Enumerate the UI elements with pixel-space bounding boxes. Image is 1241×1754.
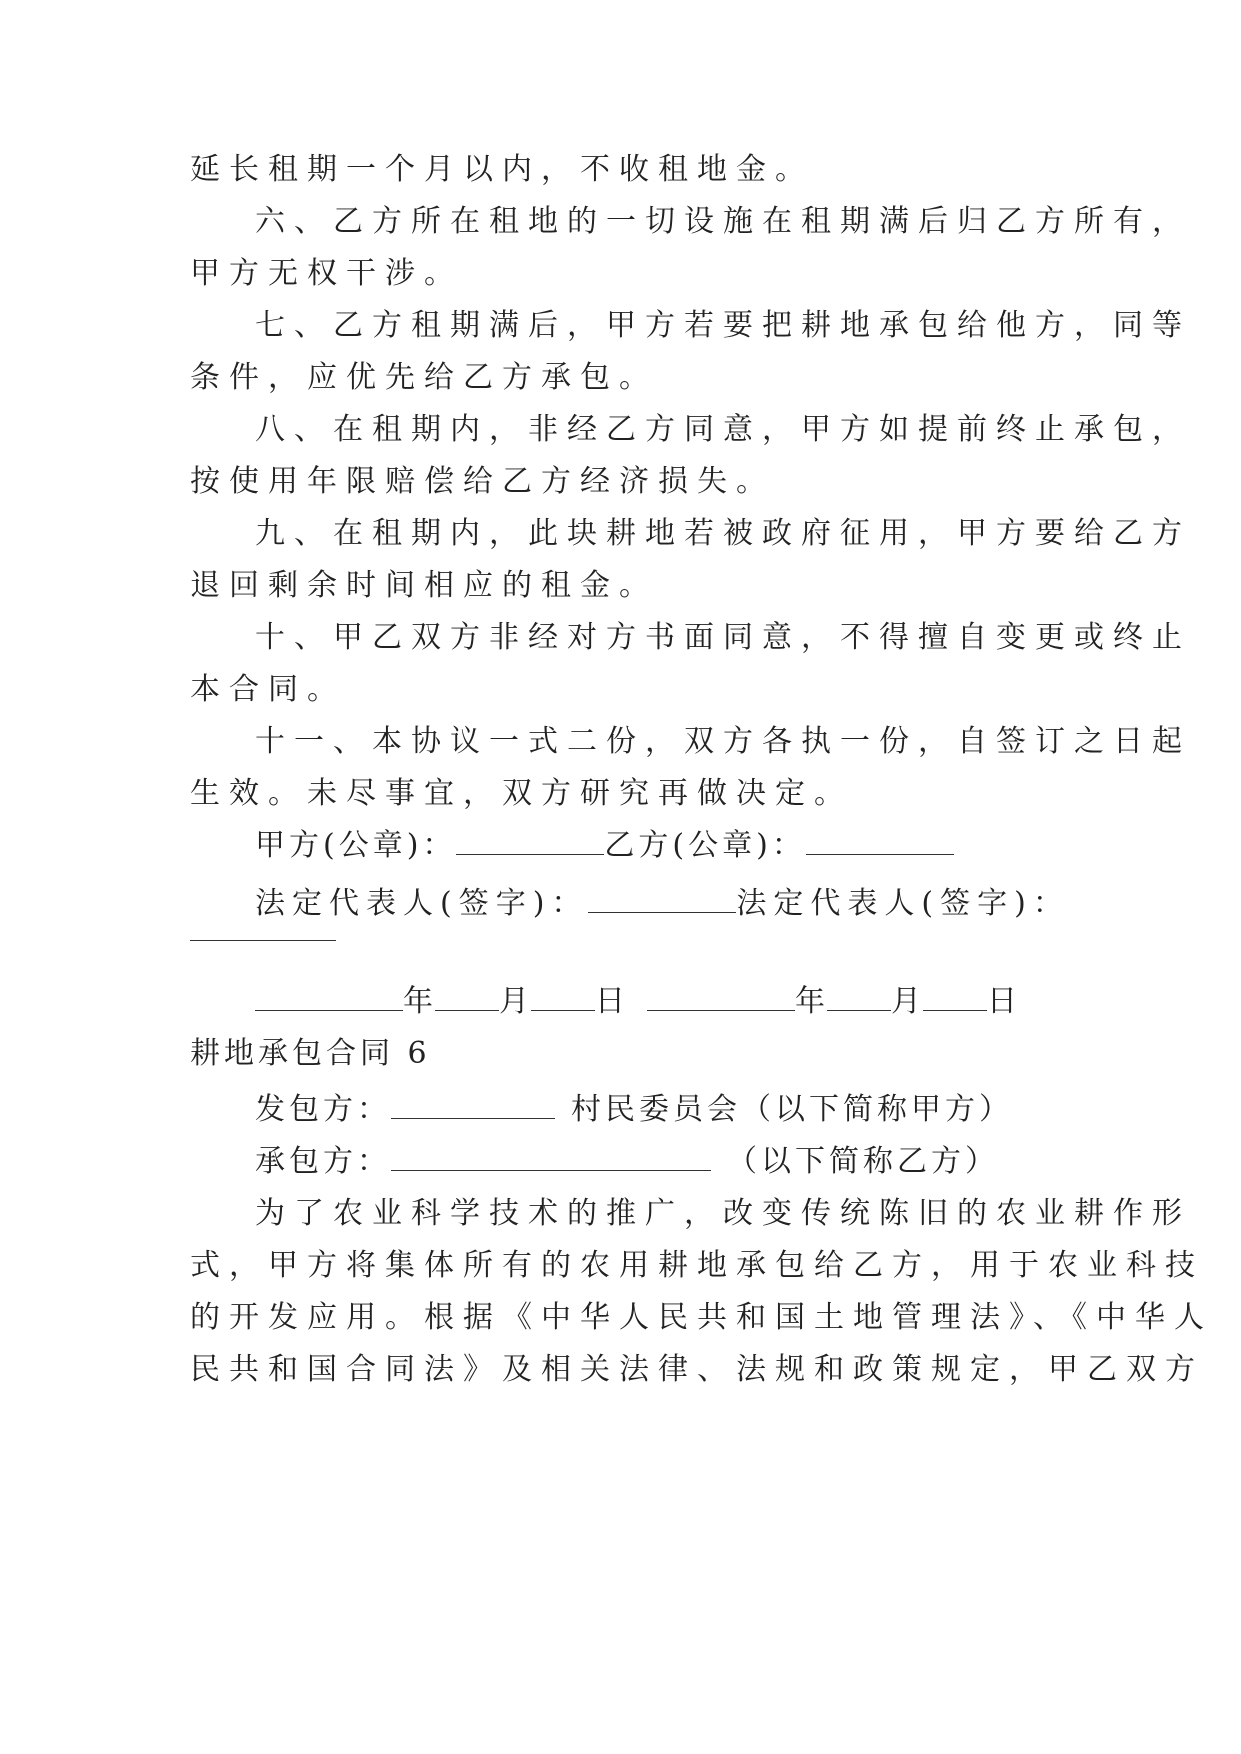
seal-line	[255, 826, 954, 866]
month-b-blank	[827, 982, 891, 1011]
clause-10: 十、甲乙双方非经对方书面同意，不得擅自变更或终止	[255, 620, 1191, 655]
contract-6-title: 耕地承包合同 6	[190, 1036, 431, 1071]
rep-a-blank	[588, 884, 736, 913]
year-b-blank	[647, 982, 795, 1011]
text-line: 条件，应优先给乙方承包。	[190, 360, 658, 395]
party-a-seal-label: 甲方(公章)：	[255, 828, 457, 863]
text-line: 退回剩余时间相应的租金。	[190, 568, 658, 603]
rep-b-label: 法定代表人(签字)：	[736, 886, 1070, 921]
issuer-line	[255, 1090, 1013, 1130]
contract-6-paragraph-start: 为了农业科学技术的推广，改变传统陈旧的农业耕作形	[255, 1196, 1191, 1231]
issuer-label: 发包方：	[255, 1092, 391, 1127]
text-line: 延长租期一个月以内，不收租地金。	[190, 152, 814, 187]
clause-9: 九、在租期内，此块耕地若被政府征用，甲方要给乙方	[255, 516, 1191, 551]
rep-a-label: 法定代表人(签字)：	[255, 886, 589, 921]
text-line: 式，甲方将集体所有的农用耕地承包给乙方，用于农业科技	[190, 1248, 1204, 1283]
text-line: 本合同。	[190, 672, 346, 707]
day-b-blank	[923, 982, 987, 1011]
text-line: 生效。未尽事宜，双方研究再做决定。	[190, 776, 853, 811]
clause-8: 八、在租期内，非经乙方同意，甲方如提前终止承包，	[255, 412, 1191, 447]
year-a-label: 年	[403, 984, 435, 1019]
contractor-line	[255, 1142, 999, 1182]
month-b-label: 月	[891, 984, 923, 1019]
party-b-seal-label: 乙方(公章)：	[604, 828, 806, 863]
issuer-blank	[391, 1090, 555, 1119]
text-line: 甲方无权干涉。	[190, 256, 463, 291]
contractor-suffix: （以下简称乙方）	[727, 1144, 999, 1179]
text-line: 民共和国合同法》及相关法律、法规和政策规定，甲乙双方	[190, 1352, 1204, 1387]
month-a-blank	[435, 982, 499, 1011]
day-b-label: 日	[987, 984, 1019, 1019]
clause-6: 六、乙方所在租地的一切设施在租期满后归乙方所有，	[255, 204, 1191, 239]
year-a-blank	[255, 982, 403, 1011]
party-a-seal-blank	[456, 826, 604, 855]
contractor-label: 承包方：	[255, 1144, 391, 1179]
month-a-label: 月	[499, 984, 531, 1019]
year-b-label: 年	[795, 984, 827, 1019]
date-line	[255, 982, 1019, 1022]
day-a-blank	[531, 982, 595, 1011]
representative-line	[255, 884, 1070, 924]
clause-11: 十一、本协议一式二份，双方各执一份，自签订之日起	[255, 724, 1191, 759]
issuer-suffix: 村民委员会（以下简称甲方）	[571, 1092, 1013, 1127]
clause-7: 七、乙方租期满后，甲方若要把耕地承包给他方，同等	[255, 308, 1191, 343]
rep-b-blank	[190, 940, 336, 941]
text-line: 按使用年限赔偿给乙方经济损失。	[190, 464, 775, 499]
day-a-label: 日	[595, 984, 627, 1019]
contractor-blank	[391, 1142, 711, 1171]
party-b-seal-blank	[806, 826, 954, 855]
text-line: 的开发应用。根据《中华人民共和国土地管理法》、《中华人	[190, 1300, 1213, 1335]
